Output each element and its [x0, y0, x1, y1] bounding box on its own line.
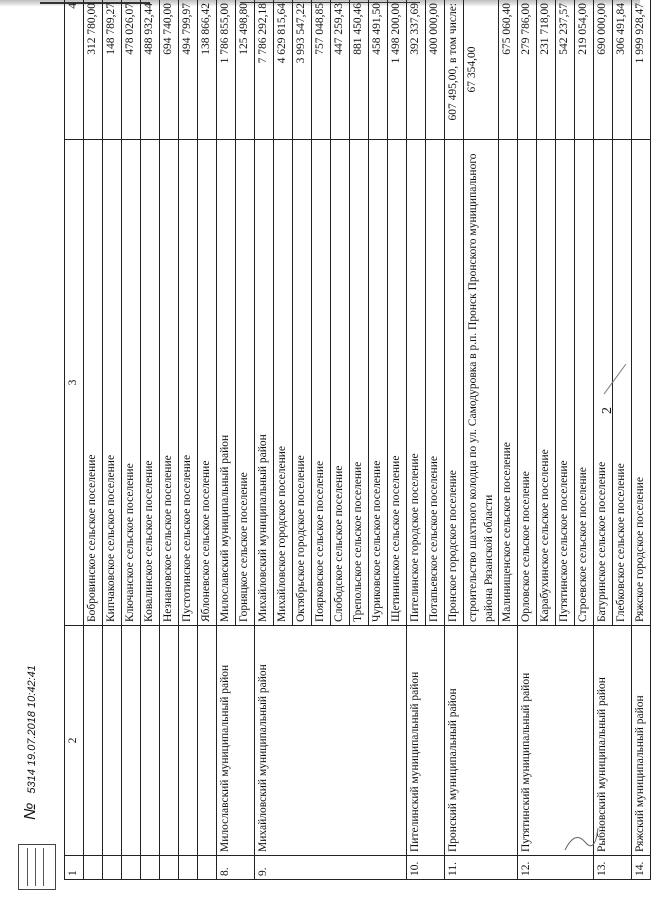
amount-value: 279 786,00: [518, 0, 537, 140]
entity-name: Ряжское городское поселение: [632, 140, 651, 626]
row-number: [160, 856, 179, 880]
table-row: [103, 0, 122, 880]
district-name: [141, 626, 160, 856]
page-number: 2: [600, 407, 615, 414]
pen-mark: [600, 360, 630, 400]
entity-name: Батуринское сельское поселение: [594, 140, 613, 626]
row-number: 13.: [594, 856, 632, 880]
header-col-3: 3: [65, 140, 84, 626]
row-number: 14.: [632, 856, 651, 880]
header-col-1: 1: [65, 856, 84, 880]
district-name: [179, 626, 198, 856]
entity-name: Карабухинское сельское поселение: [537, 140, 556, 626]
amount-value: 694 740,00: [160, 0, 179, 140]
pen-mark: [560, 820, 600, 860]
amount-value: 1 999 928,47: [632, 0, 651, 140]
table-row: [122, 0, 141, 880]
entity-name: Ключанское сельское поселение: [122, 140, 141, 626]
entity-name: строительство шахтного колодца по ул. Самодуровка в р.п. Пронск Пронского муниципального района Рязанской области: [464, 140, 499, 626]
amount-value: 881 450,46: [350, 0, 369, 140]
amount-value: 607 495,00, в том числе:: [445, 0, 464, 140]
entity-name: Пустотинское сельское поселение: [179, 140, 198, 626]
amount-value: 690 000,00: [594, 0, 613, 140]
registry-timestamp: 19.07.2018 10:42:41: [26, 665, 38, 767]
registry-footer: [22, 665, 40, 820]
district-name: Рыбновский муниципальный район: [594, 626, 632, 856]
entity-name: Яблоневское сельское поселение: [198, 140, 217, 626]
row-number: [103, 856, 122, 880]
amount-value: 231 718,00: [537, 0, 556, 140]
table-row: [198, 0, 217, 880]
amount-value: 542 237,57: [556, 0, 575, 140]
rotated-page-content: [64, 0, 646, 880]
entity-name: Михайловский муниципальный район: [255, 140, 274, 626]
amount-value: 219 054,00: [575, 0, 594, 140]
amount-value: 4 629 815,64: [274, 0, 293, 140]
entity-name: Ковалинское сельское поселение: [141, 140, 160, 626]
entity-name: Пителинское городское поселение: [407, 140, 426, 626]
district-name: [122, 626, 141, 856]
table-row: [255, 0, 274, 880]
table-row: [141, 0, 160, 880]
registry-stamp: [18, 844, 56, 890]
amount-value: 67 354,00: [464, 0, 499, 140]
header-col-4: 4: [65, 0, 84, 140]
amount-value: 675 060,40: [499, 0, 518, 140]
row-number: 12.: [518, 856, 594, 880]
entity-name: Михайловское городское поселение: [274, 140, 293, 626]
registry-number: 5314: [26, 769, 38, 794]
registry-prefix: №: [22, 802, 39, 820]
amount-value: 312 780,00: [84, 0, 103, 140]
amount-value: 138 866,42: [198, 0, 217, 140]
amount-value: 3 993 547,22: [293, 0, 312, 140]
row-number: [84, 856, 103, 880]
entity-name: Строевское сельское поселение: [575, 140, 594, 626]
entity-name: Октябрьское городское поселение: [293, 140, 312, 626]
entity-name: Незнановское сельское поселение: [160, 140, 179, 626]
amount-value: 458 491,50: [369, 0, 388, 140]
row-number: [122, 856, 141, 880]
amount-value: 478 026,07: [122, 0, 141, 140]
district-name: [160, 626, 179, 856]
amount-value: 494 799,97: [179, 0, 198, 140]
entity-name: Милославский муниципальный район: [217, 140, 236, 626]
amount-value: 757 048,85: [312, 0, 331, 140]
entity-name: Трепольское сельское поселение: [350, 140, 369, 626]
district-name: Михайловский муниципальный район: [255, 626, 407, 856]
amount-value: 125 498,80: [236, 0, 255, 140]
table-row: [445, 0, 464, 880]
table-row: [217, 0, 236, 880]
entity-name: Горняцкое сельское поселение: [236, 140, 255, 626]
entity-name: Бобровинское сельское поселение: [84, 140, 103, 626]
amount-value: 148 789,27: [103, 0, 122, 140]
table-row: [84, 0, 103, 880]
district-name: Милославский муниципальный район: [217, 626, 255, 856]
entity-name: Щетининское сельское поселение: [388, 140, 407, 626]
entity-name: Слободское сельское поселение: [331, 140, 350, 626]
table-row: [632, 0, 651, 880]
entity-name: Путятинское сельское поселение: [556, 140, 575, 626]
row-number: 11.: [445, 856, 518, 880]
entity-name: Потапьевское сельское поселение: [426, 140, 445, 626]
table-header-row: [65, 0, 84, 880]
amount-value: 1 498 200,00: [388, 0, 407, 140]
district-name: [103, 626, 122, 856]
district-name: Ряжский муниципальный район: [632, 626, 651, 856]
row-number: [141, 856, 160, 880]
row-number: 10.: [407, 856, 445, 880]
entity-name: Пронское городское поселение: [445, 140, 464, 626]
entity-name: Чуриковское сельское поселение: [369, 140, 388, 626]
district-name: Пронский муниципальный район: [445, 626, 518, 856]
row-number: [198, 856, 217, 880]
table-row: [160, 0, 179, 880]
entity-name: Глебковское сельское поселение: [613, 140, 632, 626]
row-number: [179, 856, 198, 880]
row-number: 9.: [255, 856, 407, 880]
district-name: Путятинский муниципальный район: [518, 626, 594, 856]
table-row: [518, 0, 537, 880]
entity-name: Малинищенское сельское поселение: [499, 140, 518, 626]
header-col-2: 2: [65, 626, 84, 856]
amount-value: 1 786 855,00: [217, 0, 236, 140]
row-number: 8.: [217, 856, 255, 880]
entity-name: Поярковское сельское поселение: [312, 140, 331, 626]
amount-value: 392 337,69: [407, 0, 426, 140]
table-row: [407, 0, 426, 880]
table-row: [594, 0, 613, 880]
amount-value: 7 786 292,18: [255, 0, 274, 140]
entity-name: Кипчаковское сельское поселение: [103, 140, 122, 626]
amount-value: 306 491,84: [613, 0, 632, 140]
district-name: Пителинский муниципальный район: [407, 626, 445, 856]
table-row: [179, 0, 198, 880]
district-name: [84, 626, 103, 856]
budget-table: [64, 0, 651, 880]
amount-value: 447 259,43: [331, 0, 350, 140]
district-name: [198, 626, 217, 856]
amount-value: 488 932,44: [141, 0, 160, 140]
entity-name: Орловское сельское поселение: [518, 140, 537, 626]
amount-value: 400 000,00: [426, 0, 445, 140]
